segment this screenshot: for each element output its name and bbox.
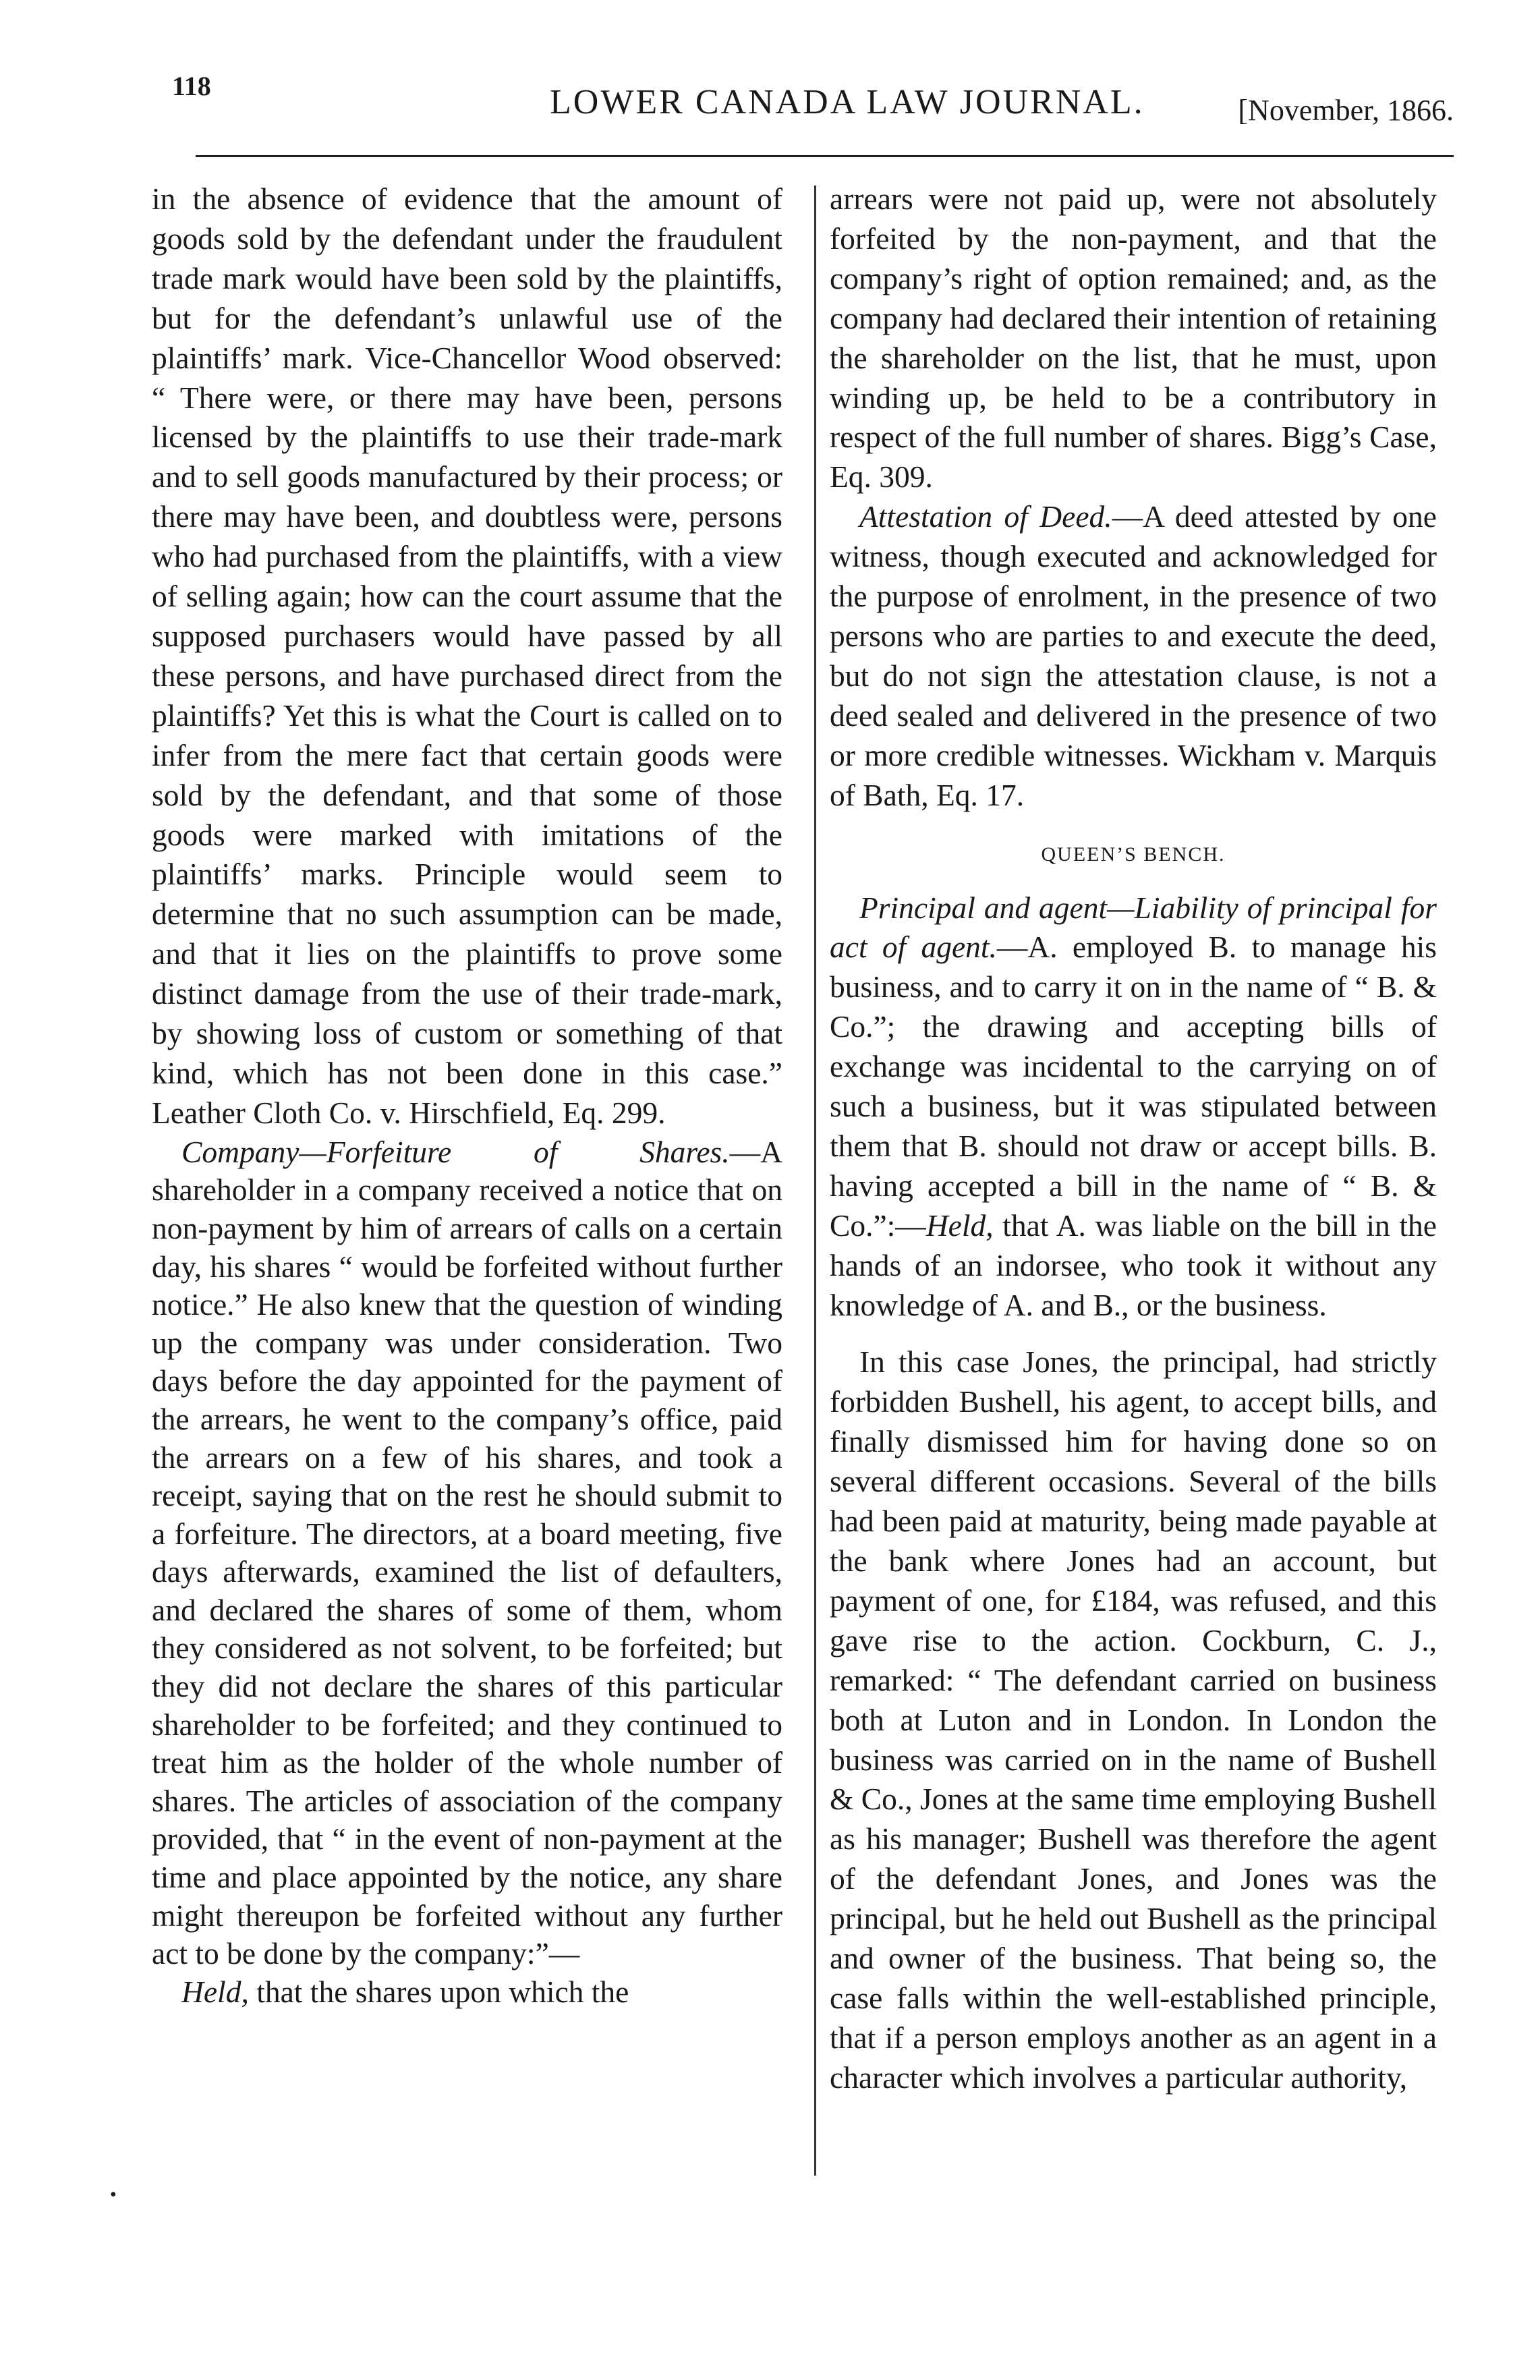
- paragraph-body: that the shares upon which the: [248, 1974, 629, 2009]
- paragraph-body: that A. was liable on the bill in the hands of an indorsee, who took it without any knowledge of A. and B., or the business.: [830, 1208, 1437, 1322]
- paragraph-arrears: arrears were not paid up, were not absolutely forfeited by the non-payment, and that the company’s right of option remained; and, as the company had declared their intention of retaining the shareholder on the list, that he must, upon winding up, be held to be a contributory in respect of the full number of shares. Bigg’s Case, Eq. 309.: [830, 181, 1437, 494]
- paragraph-trade-mark-damages: in the absence of evidence that the amount of goods sold by the defendant under the fraudulent trade mark would have been sold by the plaintiffs, but for the defendant’s unlawful use of the plaintiffs’ mark. Vice-Chancellor Wood observed: “ There were, or there may have been, persons licensed by the plaintiffs to use their trade-mark and to sell goods manufactured by their process; or there may have been, and doubtless were, persons who had purchased from the plaintiffs, with a view of selling again; how can the court assume that the supposed purchasers would have passed by all these persons, and have purchased direct from the plaintiffs? Yet this is what the Court is called on to infer from the mere fact that certain goods were sold by the defendant, and that some of those goods were marked with imitations of the plaintiffs’ marks. Principle would seem to determine that no such assumption can be made, and that it lies on the plaintiffs to prove some distinct damage from the use of their trade-mark, by showing loss of custom or something of that kind, which has not been done in this case.” Leather Cloth Co. v. Hirschfield, Eq. 299.: [152, 181, 782, 1130]
- paragraph-jones-case: In this case Jones, the principal, had strictly forbidden Bushell, his agent, to accept bills, and finally dismissed him for having done so on several different occasions. Several of the bills had been paid at maturity, being made payable at the bank where Jones had an account, but payment of one, for £184, was refused, and this gave rise to the action. Cockburn, C. J., remarked: “ The defendant carried on business both at Luton and in London. In London the business was carried on in the name of Bushell & Co., Jones at the same time employing Bushell as his manager; Bushell was therefore the agent of the defendant Jones, and Jones was the principal, but he held out Bushell as the principal and owner of the business. That being so, the case falls within the well-established principle, that if a person employs another as an agent in a character which involves a particular authority,: [830, 1344, 1437, 2095]
- right-column: [830, 179, 1437, 2098]
- paragraph-principal-and-agent: [830, 888, 1437, 1326]
- paragraph-body: —A. employed B. to manage his business, and to carry it on in the name of “ B. & Co.”; the drawing and accepting bills of exchange was incidental to the carrying on of such a business, but it was stipulated between them that B. should not draw or accept bills. B. having accepted a bill in the name of “ B. & Co.”:—: [830, 930, 1437, 1243]
- paragraph-heading: Principal and agent—Liability of principal for act of agent.: [830, 890, 1437, 965]
- paragraph-attestation-of-deed: [830, 497, 1437, 815]
- paragraph-body: —A shareholder in a company received a notice that on non-payment by him of arrears of calls on a certain day, his shares “ would be forfeited without further notice.” He also knew that the question of winding up the company was under consideration. Two days before the day appointed for the payment of the arrears, he went to the company’s office, paid the arrears on a few of his shares, and took a receipt, saying that on the rest he should submit to a forfeiture. The directors, at a board meeting, five days afterwards, examined the list of defaulters, and declared the shares of some of them, whom they considered as not solvent, to be forfeited; but they did not declare the shares of this particular shareholder to be forfeited; and they continued to treat him as the holder of the whole number of shares. The articles of association of the company provided, that “ in the event of non-payment at the time and place appointed by the notice, any share might thereupon be forfeited without any further act to be done by the company:”—: [152, 1134, 782, 1971]
- page-number: 118: [172, 71, 211, 101]
- column-divider: [814, 186, 816, 2176]
- left-column: [152, 179, 782, 2011]
- paragraph-heading: Attestation of Deed.: [859, 499, 1112, 534]
- paragraph-held: [152, 1973, 782, 2012]
- issue-date: [November, 1866.: [1238, 94, 1454, 127]
- running-header: [172, 70, 1454, 144]
- header-rule: [196, 155, 1454, 157]
- paragraph-forfeiture-of-shares: [152, 1133, 782, 1973]
- stray-mark: •: [110, 2184, 117, 2205]
- held-label: Held,: [925, 1208, 994, 1243]
- journal-title: LOWER CANADA LAW JOURNAL.: [550, 83, 1145, 121]
- paragraph-heading: Company—Forfeiture of Shares.: [181, 1134, 730, 1169]
- paragraph-body: —A deed attested by one witness, though executed and acknowledged for the purpose of enrolment, in the presence of two persons who are parties to and execute the deed, but do not sign the attestation clause, is not a deed sealed and delivered in the presence of two or more credible witnesses. Wickham v. Marquis of Bath, Eq. 17.: [830, 499, 1437, 812]
- held-label: Held,: [181, 1974, 249, 2009]
- section-title: QUEEN’S BENCH.: [1041, 843, 1226, 866]
